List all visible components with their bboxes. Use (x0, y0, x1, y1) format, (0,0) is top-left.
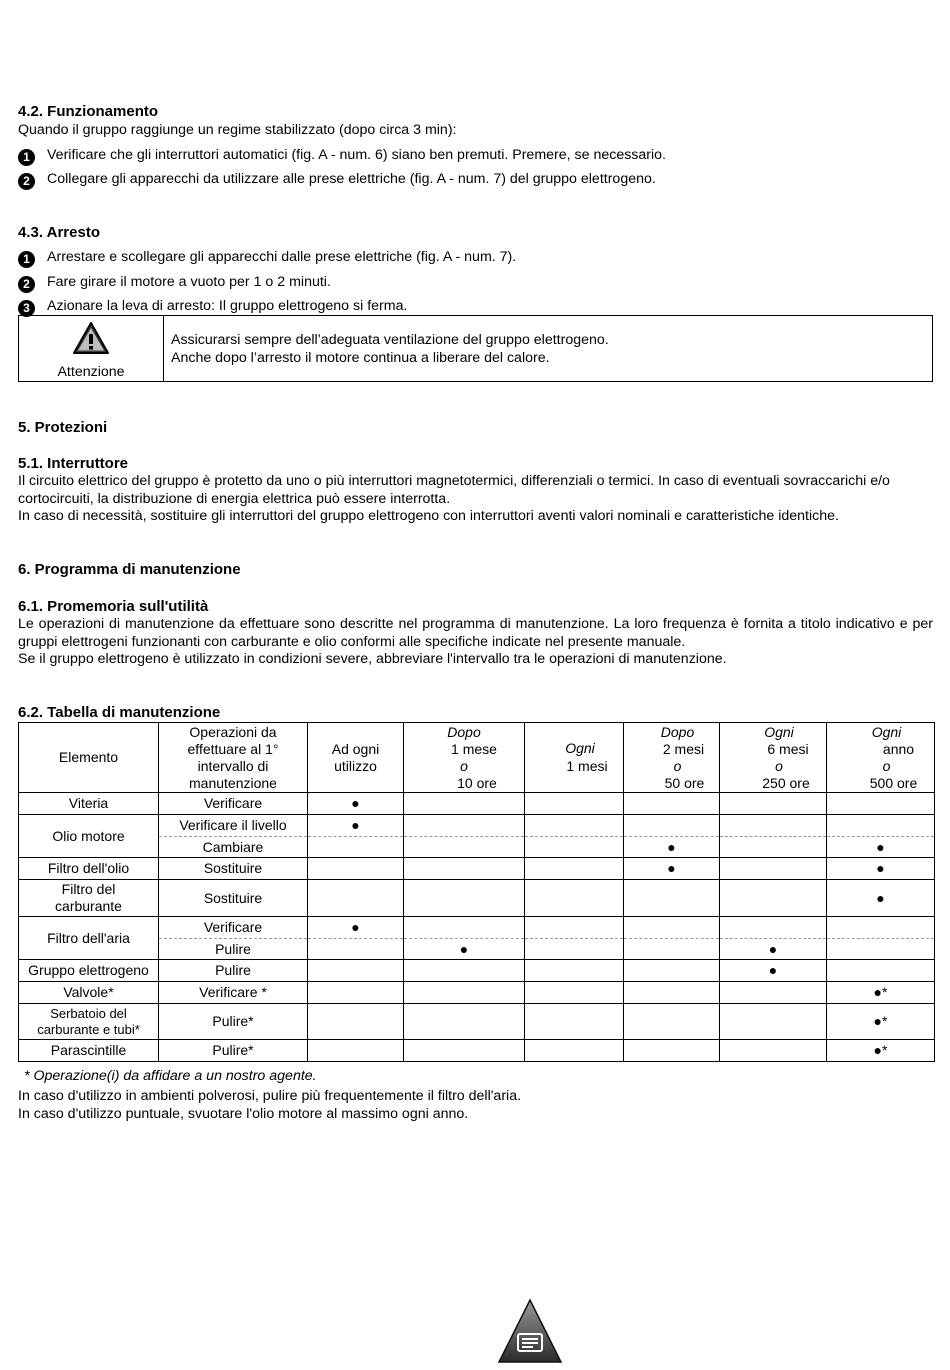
step-item (18, 169, 656, 190)
header-line: Dopo (447, 723, 481, 740)
cell-mark: ●* (827, 982, 935, 1004)
cell-empty (525, 1040, 624, 1062)
cell-operation: Cambiare (159, 837, 308, 858)
cell-operation: Pulire (159, 939, 308, 960)
header-interval-3 (624, 723, 720, 793)
cell-empty (624, 939, 720, 960)
cell-operation: Verificare * (159, 982, 308, 1004)
table-row (19, 917, 935, 939)
header-line: 2 mesi (662, 740, 705, 757)
cell-empty (525, 960, 624, 982)
step-number-badge: 2 (18, 276, 35, 293)
cell-operation: Sostituire (159, 858, 308, 880)
header-interval-1 (404, 723, 525, 793)
warning-icon-cell (19, 316, 164, 381)
manual-book-triangle-icon (497, 1298, 563, 1364)
cell-empty (720, 837, 827, 858)
section-6-1-title: 6.1. Promemoria sull'utilità (18, 598, 209, 615)
cell-element (19, 1004, 159, 1040)
cell-empty (308, 960, 404, 982)
note-line: In caso d'utilizzo puntuale, svuotare l'olio motore al massimo ogni anno. (18, 1106, 469, 1122)
cell-line: carburante e tubi* (37, 1021, 140, 1037)
maintenance-table (18, 722, 935, 1062)
paragraph: Il circuito elettrico del gruppo è protetto da uno o più interruttori magnetotermici, differenziali o termici. In caso di eventuali sovraccarichi e/o cortocircuiti, la distribuzione di energia elettrica può essere interrotta. (18, 473, 890, 507)
step-item (18, 247, 516, 268)
cell-operation: Verificare (159, 917, 308, 939)
step-number-badge: 2 (18, 173, 35, 190)
cell-empty (525, 793, 624, 815)
header-line: 500 ore (869, 774, 918, 791)
header-line: effettuare al 1° (187, 740, 279, 757)
step-text: Fare girare il motore a vuoto per 1 o 2 minuti. (47, 274, 331, 290)
cell-empty (624, 982, 720, 1004)
header-line: 10 ore (457, 774, 497, 791)
header-line: 1 mesi (566, 758, 608, 774)
cell-empty (525, 858, 624, 880)
header-line: Dopo (660, 723, 695, 740)
cell-empty (308, 858, 404, 880)
step-number-badge: 3 (18, 300, 35, 317)
header-line: anno (882, 740, 915, 757)
cell-element: Viteria (19, 793, 159, 815)
cell-element: Valvole* (19, 982, 159, 1004)
step-text: Collegare gli apparecchi da utilizzare alle prese elettriche (fig. A - num. 7) del gruppo elettrogeno. (47, 171, 656, 187)
cell-mark: ● (624, 837, 720, 858)
cell-empty (720, 1040, 827, 1062)
cell-empty (525, 815, 624, 837)
cell-element (19, 880, 159, 917)
step-item (18, 272, 331, 293)
header-interval-4 (720, 723, 827, 793)
header-line: 1 mese (451, 740, 497, 757)
cell-empty (308, 880, 404, 917)
cell-empty (404, 1004, 525, 1040)
header-line: 50 ore (664, 774, 705, 791)
cell-empty (404, 837, 525, 858)
cell-empty (404, 982, 525, 1004)
cell-mark: ● (827, 837, 935, 858)
step-item (18, 145, 666, 166)
cell-mark: ● (720, 939, 827, 960)
cell-empty (404, 917, 525, 939)
step-item (18, 296, 407, 317)
cell-empty (308, 837, 404, 858)
table-row (19, 1040, 935, 1062)
cell-empty (827, 917, 935, 939)
cell-operation: Pulire* (159, 1004, 308, 1040)
table-header-row (19, 723, 935, 793)
cell-empty (720, 793, 827, 815)
section-4-2-intro: Quando il gruppo raggiunge un regime stabilizzato (dopo circa 3 min): (18, 122, 457, 138)
header-operazioni (159, 723, 308, 793)
table-row (19, 858, 935, 880)
cell-empty (624, 1004, 720, 1040)
cell-empty (525, 982, 624, 1004)
warning-line: Anche dopo l’arresto il motore continua a liberare del calore. (171, 349, 550, 366)
step-text: Azionare la leva di arresto: Il gruppo elettrogeno si ferma. (47, 298, 408, 314)
cell-empty (525, 1004, 624, 1040)
cell-empty (624, 793, 720, 815)
section-4-3-title: 4.3. Arresto (18, 224, 100, 241)
header-line: 250 ore (762, 774, 810, 791)
cell-operation: Verificare (159, 793, 308, 815)
cell-empty (720, 1004, 827, 1040)
table-row (19, 982, 935, 1004)
table-row (19, 960, 935, 982)
header-interval-2 (525, 723, 624, 793)
warning-label: Attenzione (57, 364, 125, 380)
paragraph: Se il gruppo elettrogeno è utilizzato in condizioni severe, abbreviare l'intervallo tra le operazioni di manutenzione. (18, 651, 727, 667)
cell-empty (827, 793, 935, 815)
header-elemento: Elemento (19, 723, 159, 793)
table-footnote: * Operazione(i) da affidare a un nostro agente. (24, 1068, 317, 1084)
table-row (19, 815, 935, 837)
cell-empty (308, 1040, 404, 1062)
step-number-badge: 1 (18, 149, 35, 166)
header-line: intervallo di (197, 757, 269, 774)
cell-empty (404, 1040, 525, 1062)
cell-mark: ●* (827, 1004, 935, 1040)
warning-triangle-icon (72, 321, 110, 355)
header-line: 6 mesi (767, 740, 809, 757)
section-6-title: 6. Programma di manutenzione (18, 561, 241, 578)
note-line: In caso d'utilizzo in ambienti polverosi, pulire più frequentemente il filtro dell'aria. (18, 1088, 522, 1104)
header-line: o (673, 757, 682, 774)
cell-empty (624, 917, 720, 939)
warning-box (18, 315, 933, 382)
header-line: utilizzo (334, 757, 377, 774)
cell-element: Olio motore (19, 815, 159, 858)
cell-empty (624, 960, 720, 982)
cell-empty (525, 939, 624, 960)
cell-empty (720, 880, 827, 917)
cell-mark: ● (827, 880, 935, 917)
cell-empty (624, 815, 720, 837)
cell-element: Filtro dell'aria (19, 917, 159, 960)
header-line: Ogni (871, 723, 902, 740)
cell-empty (404, 858, 525, 880)
cell-empty (525, 917, 624, 939)
section-4-2-title: 4.2. Funzionamento (18, 103, 159, 120)
cell-mark: ● (308, 793, 404, 815)
paragraph: In caso di necessità, sostituire gli interruttori del gruppo elettrogeno con interruttori aventi valori nominali e caratteristiche identiche. (18, 508, 839, 524)
cell-element: Filtro dell'olio (19, 858, 159, 880)
cell-mark: ● (827, 858, 935, 880)
table-row (19, 793, 935, 815)
table-row (19, 880, 935, 917)
section-5-1-title: 5.1. Interruttore (18, 455, 129, 472)
header-line: Operazioni da (189, 723, 277, 740)
cell-mark: ● (404, 939, 525, 960)
paragraph: Le operazioni di manutenzione da effettuare sono descritte nel programma di manutenzione. La loro frequenza è fornita a titolo indicativo e per gruppi elettrogeni funzionanti con carburante e olio conformi alle specifiche indicate nel presente manuale. (18, 616, 933, 650)
header-interval-5 (827, 723, 935, 793)
warning-text (171, 332, 609, 367)
cell-mark: ● (308, 917, 404, 939)
cell-empty (827, 960, 935, 982)
cell-empty (624, 1040, 720, 1062)
header-line: manutenzione (189, 774, 277, 791)
cell-line: Serbatoio del (50, 1005, 127, 1021)
cell-mark: ●* (827, 1040, 935, 1062)
cell-empty (720, 917, 827, 939)
cell-line: Filtro del (61, 881, 116, 897)
header-line: Ad ogni (331, 740, 380, 757)
cell-mark: ● (624, 858, 720, 880)
cell-operation: Pulire (159, 960, 308, 982)
step-text: Verificare che gli interruttori automatici (fig. A - num. 6) siano ben premuti. Premere, se necessario. (47, 147, 667, 163)
cell-empty (404, 880, 525, 917)
cell-mark: ● (720, 960, 827, 982)
header-ad-ogni-utilizzo (308, 723, 404, 793)
header-line: Ogni (565, 740, 595, 756)
section-6-2-title: 6.2. Tabella di manutenzione (18, 704, 221, 721)
cell-operation: Pulire* (159, 1040, 308, 1062)
cell-empty (720, 982, 827, 1004)
header-line: Ogni (764, 723, 794, 740)
cell-empty (624, 880, 720, 917)
step-text: Arrestare e scollegare gli apparecchi dalle prese elettriche (fig. A - num. 7). (47, 249, 517, 265)
cell-operation: Verificare il livello (159, 815, 308, 837)
cell-empty (404, 815, 525, 837)
cell-empty (827, 939, 935, 960)
cell-empty (525, 880, 624, 917)
cell-empty (720, 858, 827, 880)
cell-empty (404, 793, 525, 815)
cell-empty (404, 960, 525, 982)
cell-empty (827, 815, 935, 837)
header-line: o (460, 757, 468, 774)
section-5-title: 5. Protezioni (18, 419, 108, 436)
cell-empty (308, 982, 404, 1004)
warning-line: Assicurarsi sempre dell’adeguata ventilazione del gruppo elettrogeno. (171, 332, 609, 348)
cell-empty (308, 939, 404, 960)
table-row (19, 1004, 935, 1040)
cell-operation: Sostituire (159, 880, 308, 917)
header-line: o (775, 757, 783, 774)
header-line: o (882, 757, 891, 774)
cell-empty (308, 1004, 404, 1040)
cell-element: Parascintille (19, 1040, 159, 1062)
cell-line: carburante (55, 898, 122, 914)
step-number-badge: 1 (18, 251, 35, 268)
cell-element: Gruppo elettrogeno (19, 960, 159, 982)
cell-mark: ● (308, 815, 404, 837)
cell-empty (720, 815, 827, 837)
cell-empty (525, 837, 624, 858)
